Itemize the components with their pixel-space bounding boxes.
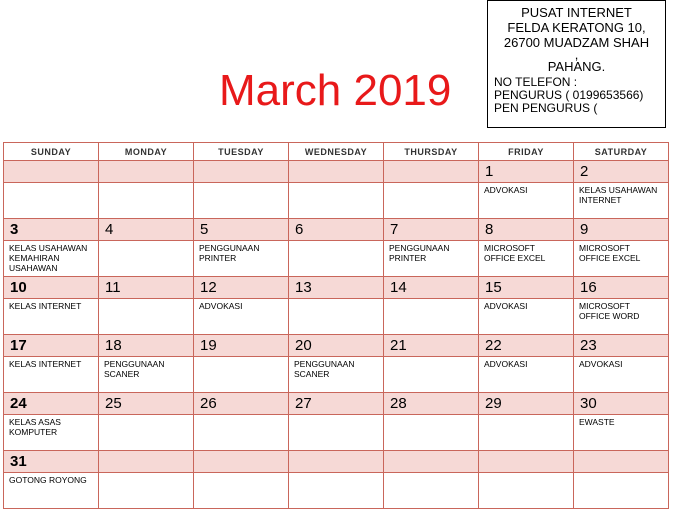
event-text xyxy=(384,357,478,359)
week-date-row xyxy=(4,335,669,357)
event-text xyxy=(194,473,288,475)
day-number-cell[interactable] xyxy=(289,161,384,183)
day-number-cell[interactable] xyxy=(99,161,194,183)
event-text: KELAS USAHAWAN INTERNET xyxy=(579,185,658,205)
event-text: ADVOKASI xyxy=(579,359,623,369)
day-number-cell[interactable] xyxy=(479,393,574,415)
event-text xyxy=(99,415,193,417)
day-number: 19 xyxy=(200,337,217,354)
day-number-cell[interactable] xyxy=(99,335,194,357)
event-cell[interactable] xyxy=(289,183,384,219)
day-number-cell[interactable] xyxy=(99,393,194,415)
event-text xyxy=(99,299,193,301)
event-cell[interactable] xyxy=(289,241,384,277)
event-cell[interactable] xyxy=(574,473,669,509)
event-cell[interactable] xyxy=(4,415,99,451)
day-number-cell[interactable] xyxy=(574,219,669,241)
day-number-cell[interactable] xyxy=(574,335,669,357)
day-number-cell[interactable] xyxy=(574,277,669,299)
day-number: 29 xyxy=(485,395,502,412)
event-text xyxy=(289,415,383,417)
day-number-cell[interactable] xyxy=(194,161,289,183)
week-event-row xyxy=(4,299,669,335)
event-cell[interactable] xyxy=(574,357,669,393)
info-line: PENGURUS ( 0199653566) xyxy=(494,88,644,102)
event-cell[interactable] xyxy=(479,357,574,393)
day-number: 28 xyxy=(390,395,407,412)
event-text: PENGGUNAAN SCANER xyxy=(294,359,355,379)
day-number-cell[interactable] xyxy=(194,451,289,473)
event-text xyxy=(384,183,478,185)
day-number-cell[interactable] xyxy=(194,335,289,357)
contact-info-box xyxy=(487,0,666,128)
day-number: 6 xyxy=(295,221,304,238)
day-number-cell[interactable] xyxy=(4,277,99,299)
day-number: 23 xyxy=(580,337,597,354)
weekday-header: MONDAY xyxy=(99,143,194,161)
week-date-row xyxy=(4,277,669,299)
day-number-cell[interactable] xyxy=(289,277,384,299)
event-cell[interactable] xyxy=(384,357,479,393)
event-text: ADVOKASI xyxy=(484,301,528,311)
week-event-row xyxy=(4,415,669,451)
event-text xyxy=(574,473,668,475)
day-number: 21 xyxy=(390,337,407,354)
event-text: EWASTE xyxy=(579,417,615,427)
day-number-cell[interactable] xyxy=(574,451,669,473)
day-number: 4 xyxy=(105,221,114,238)
day-number-cell[interactable] xyxy=(479,277,574,299)
day-number-cell[interactable] xyxy=(574,161,669,183)
day-number-cell[interactable] xyxy=(99,219,194,241)
day-number: 2 xyxy=(580,163,589,180)
event-cell[interactable] xyxy=(479,473,574,509)
event-text: KELAS INTERNET xyxy=(9,301,82,311)
weekday-header: FRIDAY xyxy=(479,143,574,161)
event-cell[interactable] xyxy=(99,183,194,219)
day-number-cell[interactable] xyxy=(99,277,194,299)
day-number-cell[interactable] xyxy=(479,451,574,473)
event-text xyxy=(384,415,478,417)
event-text: ADVOKASI xyxy=(199,301,243,311)
event-text xyxy=(289,299,383,301)
event-cell[interactable] xyxy=(384,183,479,219)
event-text xyxy=(384,299,478,301)
event-cell[interactable] xyxy=(4,473,99,509)
week-date-row xyxy=(4,451,669,473)
day-number-cell[interactable] xyxy=(384,277,479,299)
weekday-header: TUESDAY xyxy=(194,143,289,161)
event-text xyxy=(384,473,478,475)
event-cell[interactable] xyxy=(194,473,289,509)
event-cell[interactable] xyxy=(99,473,194,509)
weekday-header: SUNDAY xyxy=(4,143,99,161)
day-number: 13 xyxy=(295,279,312,296)
day-number: 16 xyxy=(580,279,597,296)
info-line: NO TELEFON : xyxy=(494,75,578,89)
day-number-cell[interactable] xyxy=(194,277,289,299)
day-number-cell[interactable] xyxy=(99,451,194,473)
day-number: 18 xyxy=(105,337,122,354)
event-cell[interactable] xyxy=(99,241,194,277)
day-number-cell[interactable] xyxy=(194,219,289,241)
event-text xyxy=(479,415,573,417)
week-event-row xyxy=(4,241,669,277)
event-text xyxy=(4,183,98,185)
day-number: 31 xyxy=(10,453,27,470)
day-number: 10 xyxy=(10,279,27,296)
event-cell[interactable] xyxy=(384,415,479,451)
day-number-cell[interactable] xyxy=(479,335,574,357)
event-text: KELAS INTERNET xyxy=(9,359,82,369)
event-text xyxy=(194,183,288,185)
week-date-row xyxy=(4,161,669,183)
day-number: 20 xyxy=(295,337,312,354)
weekday-header-row xyxy=(4,143,669,161)
info-line: FELDA KERATONG 10, xyxy=(507,20,646,35)
day-number: 8 xyxy=(485,221,494,238)
event-cell[interactable] xyxy=(384,473,479,509)
day-number-cell[interactable] xyxy=(384,451,479,473)
event-cell[interactable] xyxy=(194,299,289,335)
week-event-row xyxy=(4,357,669,393)
event-cell[interactable] xyxy=(194,241,289,277)
weekday-header: SATURDAY xyxy=(574,143,669,161)
event-cell[interactable] xyxy=(574,183,669,219)
week-event-row xyxy=(4,473,669,509)
day-number: 9 xyxy=(580,221,589,238)
event-text xyxy=(99,473,193,475)
event-cell[interactable] xyxy=(384,241,479,277)
event-cell[interactable] xyxy=(99,299,194,335)
day-number-cell[interactable] xyxy=(289,393,384,415)
event-text: MICROSOFT OFFICE EXCEL xyxy=(484,243,546,263)
event-text: KELAS ASAS KOMPUTER xyxy=(9,417,61,437)
event-text: MICROSOFT OFFICE WORD xyxy=(579,301,640,321)
event-cell[interactable] xyxy=(289,299,384,335)
day-number-cell[interactable] xyxy=(384,335,479,357)
day-number-cell[interactable] xyxy=(4,393,99,415)
event-cell[interactable] xyxy=(194,183,289,219)
day-number: 14 xyxy=(390,279,407,296)
event-cell[interactable] xyxy=(194,357,289,393)
event-cell[interactable] xyxy=(574,299,669,335)
week-date-row xyxy=(4,393,669,415)
info-line: PUSAT INTERNET xyxy=(521,5,632,20)
event-cell[interactable] xyxy=(4,241,99,277)
event-text xyxy=(289,473,383,475)
event-cell[interactable] xyxy=(4,299,99,335)
day-number-cell[interactable] xyxy=(4,161,99,183)
day-number: 25 xyxy=(105,395,122,412)
day-number-cell[interactable] xyxy=(384,219,479,241)
day-number: 24 xyxy=(10,395,27,412)
event-cell[interactable] xyxy=(384,299,479,335)
event-text xyxy=(99,241,193,243)
day-number-cell[interactable] xyxy=(479,219,574,241)
day-number: 17 xyxy=(10,337,27,354)
day-number-cell[interactable] xyxy=(384,161,479,183)
weekday-header: THURSDAY xyxy=(384,143,479,161)
day-number-cell[interactable] xyxy=(194,393,289,415)
event-text xyxy=(289,183,383,185)
day-number-cell[interactable] xyxy=(574,393,669,415)
calendar-title: March 2019 xyxy=(219,66,452,115)
calendar-grid xyxy=(3,142,669,509)
info-line: PAHANG. xyxy=(547,59,606,74)
event-text xyxy=(99,183,193,185)
day-number: 12 xyxy=(200,279,217,296)
event-cell[interactable] xyxy=(289,415,384,451)
event-cell[interactable] xyxy=(289,357,384,393)
event-text: PENGGUNAAN SCANER xyxy=(104,359,165,379)
day-number: 26 xyxy=(200,395,217,412)
day-number: 22 xyxy=(485,337,502,354)
event-text: ADVOKASI xyxy=(484,185,528,195)
event-cell[interactable] xyxy=(99,357,194,393)
day-number-cell[interactable] xyxy=(4,451,99,473)
event-cell[interactable] xyxy=(574,415,669,451)
day-number-cell[interactable] xyxy=(479,161,574,183)
event-cell[interactable] xyxy=(99,415,194,451)
event-cell[interactable] xyxy=(574,241,669,277)
week-date-row xyxy=(4,219,669,241)
day-number: 27 xyxy=(295,395,312,412)
info-line: , xyxy=(574,47,579,62)
event-cell[interactable] xyxy=(4,357,99,393)
event-cell[interactable] xyxy=(479,415,574,451)
event-text: GOTONG ROYONG xyxy=(9,475,87,485)
day-number-cell[interactable] xyxy=(289,451,384,473)
event-text: ADVOKASI xyxy=(484,359,528,369)
event-cell[interactable] xyxy=(289,473,384,509)
day-number-cell[interactable] xyxy=(4,219,99,241)
day-number-cell[interactable] xyxy=(289,219,384,241)
day-number: 5 xyxy=(200,221,209,238)
day-number-cell[interactable] xyxy=(384,393,479,415)
event-cell[interactable] xyxy=(4,183,99,219)
day-number: 11 xyxy=(105,279,121,296)
event-text xyxy=(194,357,288,359)
event-text: MICROSOFT OFFICE EXCEL xyxy=(579,243,641,263)
event-cell[interactable] xyxy=(479,183,574,219)
event-text: PENGGUNAAN PRINTER xyxy=(389,243,450,263)
week-event-row xyxy=(4,183,669,219)
day-number: 1 xyxy=(485,163,494,180)
day-number-cell[interactable] xyxy=(4,335,99,357)
info-line: PEN PENGURUS ( xyxy=(494,101,598,115)
day-number: 3 xyxy=(10,221,19,238)
day-number: 7 xyxy=(390,221,399,238)
weekday-header: WEDNESDAY xyxy=(289,143,384,161)
event-cell[interactable] xyxy=(479,299,574,335)
day-number: 30 xyxy=(580,395,597,412)
event-text xyxy=(194,415,288,417)
event-text: PENGGUNAAN PRINTER xyxy=(199,243,260,263)
event-cell[interactable] xyxy=(194,415,289,451)
event-cell[interactable] xyxy=(479,241,574,277)
day-number-cell[interactable] xyxy=(289,335,384,357)
event-text xyxy=(479,473,573,475)
info-line: 26700 MUADZAM SHAH xyxy=(503,35,650,50)
day-number: 15 xyxy=(485,279,502,296)
event-text xyxy=(289,241,383,243)
event-text: KELAS USAHAWAN KEMAHIRAN USAHAWAN xyxy=(9,243,88,273)
